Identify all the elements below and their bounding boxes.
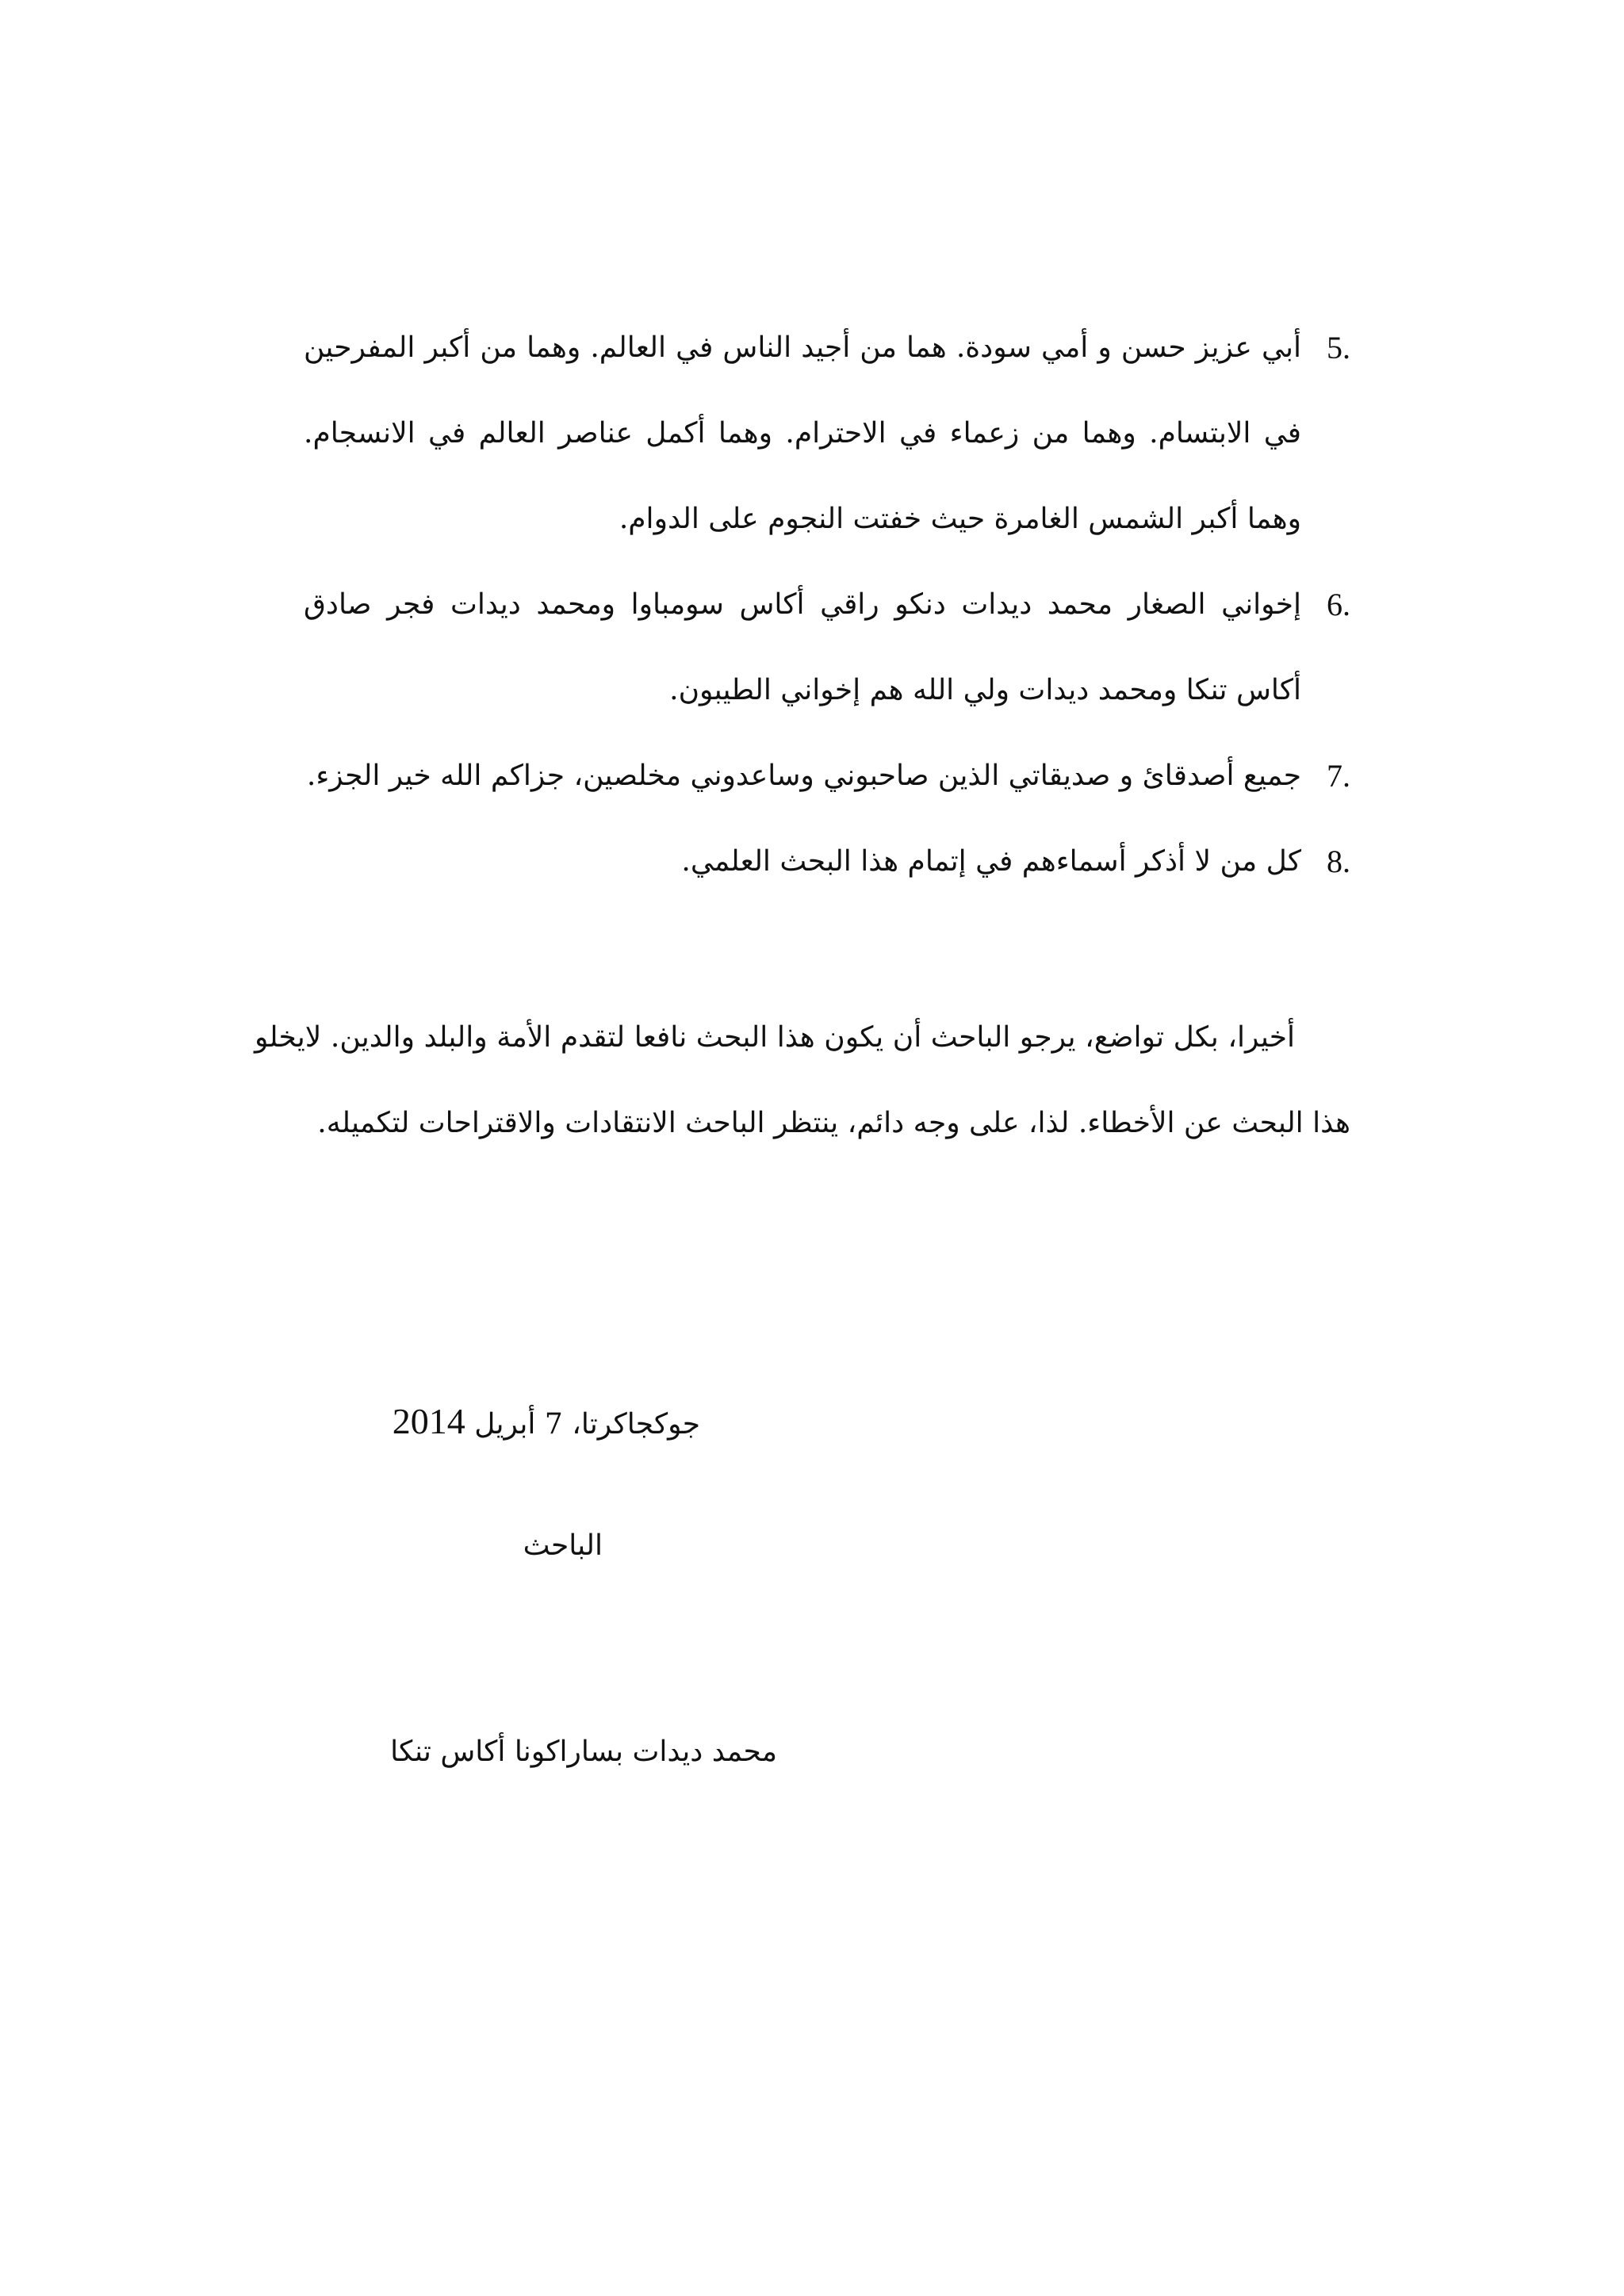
list-item bbox=[304, 562, 1350, 733]
item-text: إخواني الصغار محمد ديدات دنكو راقي أكاس سومباوا ومحمد ديدات فجر صادق أكاس تنكا ومحمد ديدات ولي الله هم إخواني الطيبون. bbox=[304, 588, 1301, 706]
item-number: 7. bbox=[1327, 758, 1350, 794]
list-item bbox=[304, 305, 1350, 562]
item-number: 6. bbox=[1327, 587, 1350, 622]
signoff-year: 2014 bbox=[392, 1401, 465, 1441]
item-number: 5. bbox=[1327, 330, 1350, 365]
list-item bbox=[304, 733, 1350, 819]
item-text: جميع أصدقائ و صديقاتي الذين صاحبوني وساعدوني مخلصين، جزاكم الله خير الجزء. bbox=[306, 760, 1301, 792]
signoff-role: الباحث bbox=[523, 1529, 603, 1562]
item-number: 8. bbox=[1327, 844, 1350, 879]
closing-paragraph: أخيرا، بكل تواضع، يرجو الباحث أن يكون هذا البحث نافعا لتقدم الأمة والبلد والدين. لايخلو هذا البحث عن الأخطاء. لذا، على وجه دائم، ينتظر الباحث الانتقادات والاقتراحات لتكميله. bbox=[255, 1021, 1350, 1139]
acknowledgement-list bbox=[304, 305, 1350, 905]
signoff-place-date bbox=[393, 1390, 700, 1456]
item-text: كل من لا أذكر أسماءهم في إتمام هذا البحث العلمي. bbox=[681, 845, 1301, 878]
signoff-place-date-text: جوكجاكرتا، 7 أبريل bbox=[474, 1408, 700, 1441]
signoff-name: محمد ديدات بساراكونا أكاس تنكا bbox=[390, 1735, 777, 1768]
list-item bbox=[304, 819, 1350, 905]
item-text: أبي عزيز حسن و أمي سودة. هما من أجيد الناس في العالم. وهما من أكبر المفرحين في الابتسام. وهما من زعماء في الاحترام. وهما أكمل عناصر العالم في الانسجام. وهما أكبر الشمس الغامرة حيث خفتت النجوم على الدوام. bbox=[304, 331, 1301, 535]
